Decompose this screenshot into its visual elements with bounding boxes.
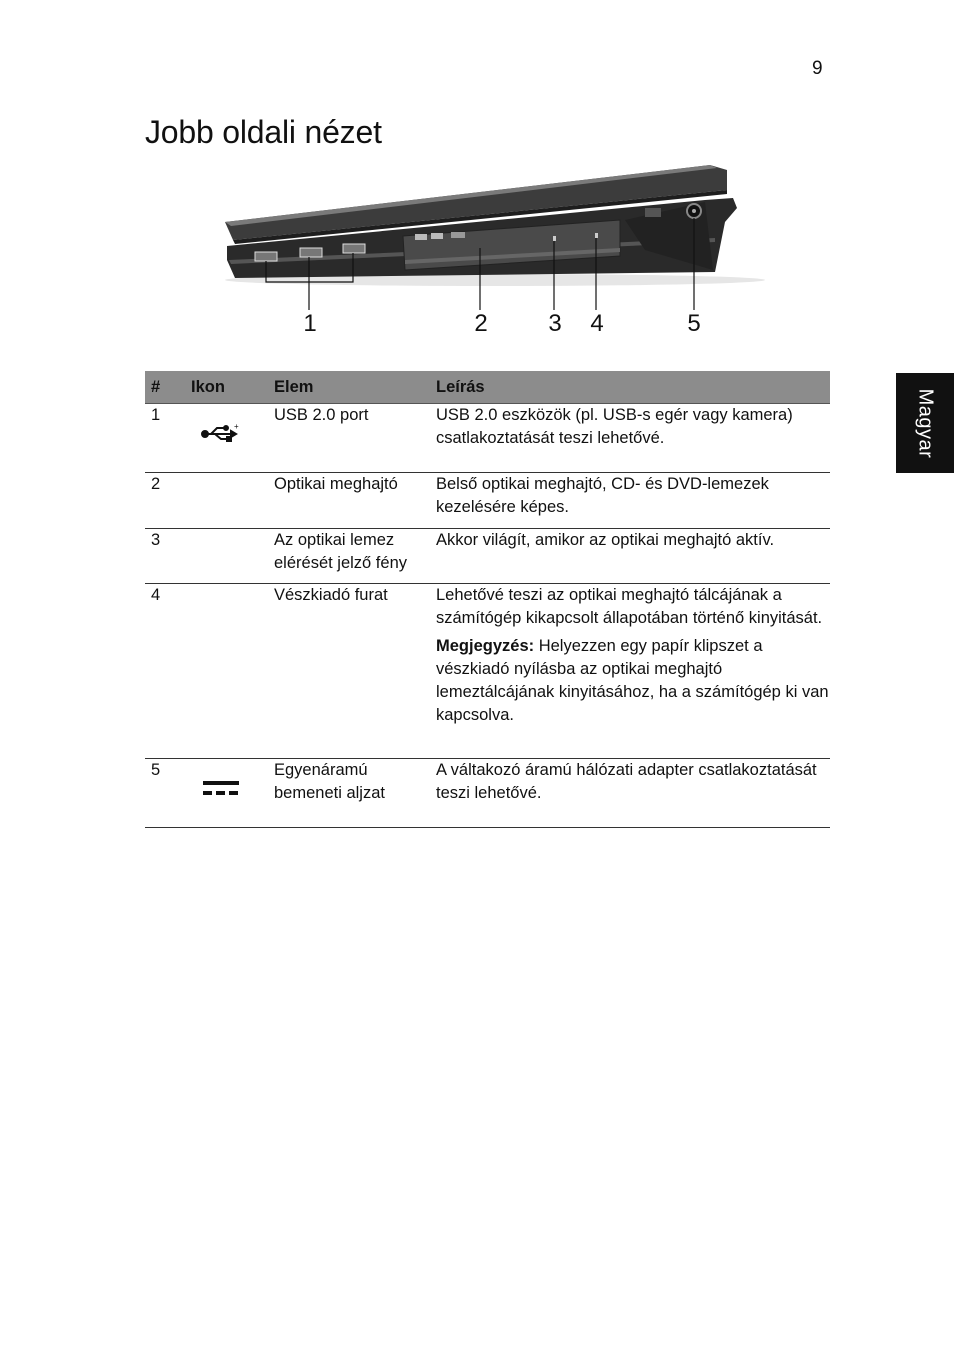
page-title: Jobb oldali nézet — [145, 114, 382, 150]
row-description: Lehetővé teszi az optikai meghajtó tálcájának a számítógép kikapcsolt állapotában történő kinyitását. — [436, 586, 823, 627]
table-row — [145, 584, 830, 759]
header-icon: Ikon — [191, 371, 274, 404]
side-tab-label: Magyar — [914, 388, 937, 458]
row-number: 4 — [145, 584, 191, 759]
dc-power-icon — [201, 777, 241, 799]
table-header-row — [145, 371, 830, 404]
callout-1: 1 — [303, 310, 317, 337]
row-note — [436, 635, 830, 727]
svg-text:+: + — [234, 422, 239, 431]
callout-5: 5 — [687, 310, 701, 337]
callout-2: 2 — [474, 310, 488, 337]
component-table — [145, 371, 830, 828]
callout-4: 4 — [590, 310, 604, 337]
row-element: Vészkiadó furat — [274, 584, 436, 759]
laptop-right-side-figure — [205, 160, 775, 345]
language-side-tab — [896, 373, 954, 473]
header-description: Leírás — [436, 371, 830, 404]
table-row — [145, 759, 830, 828]
row-element: USB 2.0 port — [274, 404, 436, 473]
table-row — [145, 404, 830, 473]
table-row — [145, 529, 830, 584]
row-number: 5 — [145, 759, 191, 828]
header-element: Elem — [274, 371, 436, 404]
row-element: Optikai meghajtó — [274, 473, 436, 529]
row-number: 3 — [145, 529, 191, 584]
note-label: Megjegyzés: — [436, 637, 535, 655]
header-number: # — [145, 371, 191, 404]
usb-icon — [201, 422, 241, 444]
note-text: Helyezzen egy papír klipszet a vészkiadó nyílásba az optikai meghajtó lemeztálcájának kinyitásához, ha a számítógép ki van kapcsolva. — [436, 637, 829, 724]
row-description: A váltakozó áramú hálózati adapter csatlakoztatását teszi lehetővé. — [436, 761, 817, 802]
page-number: 9 — [812, 58, 823, 79]
row-element: Egyenáramú bemeneti aljzat — [274, 759, 436, 828]
row-element: Az optikai lemez elérését jelző fény — [274, 529, 436, 584]
row-number: 1 — [145, 404, 191, 473]
row-description: USB 2.0 eszközök (pl. USB-s egér vagy kamera) csatlakoztatását teszi lehetővé. — [436, 406, 793, 447]
row-description: Akkor világít, amikor az optikai meghajtó aktív. — [436, 531, 775, 549]
row-number: 2 — [145, 473, 191, 529]
row-description: Belső optikai meghajtó, CD- és DVD-lemezek kezelésére képes. — [436, 475, 769, 516]
table-row — [145, 473, 830, 529]
callout-3: 3 — [548, 310, 562, 337]
